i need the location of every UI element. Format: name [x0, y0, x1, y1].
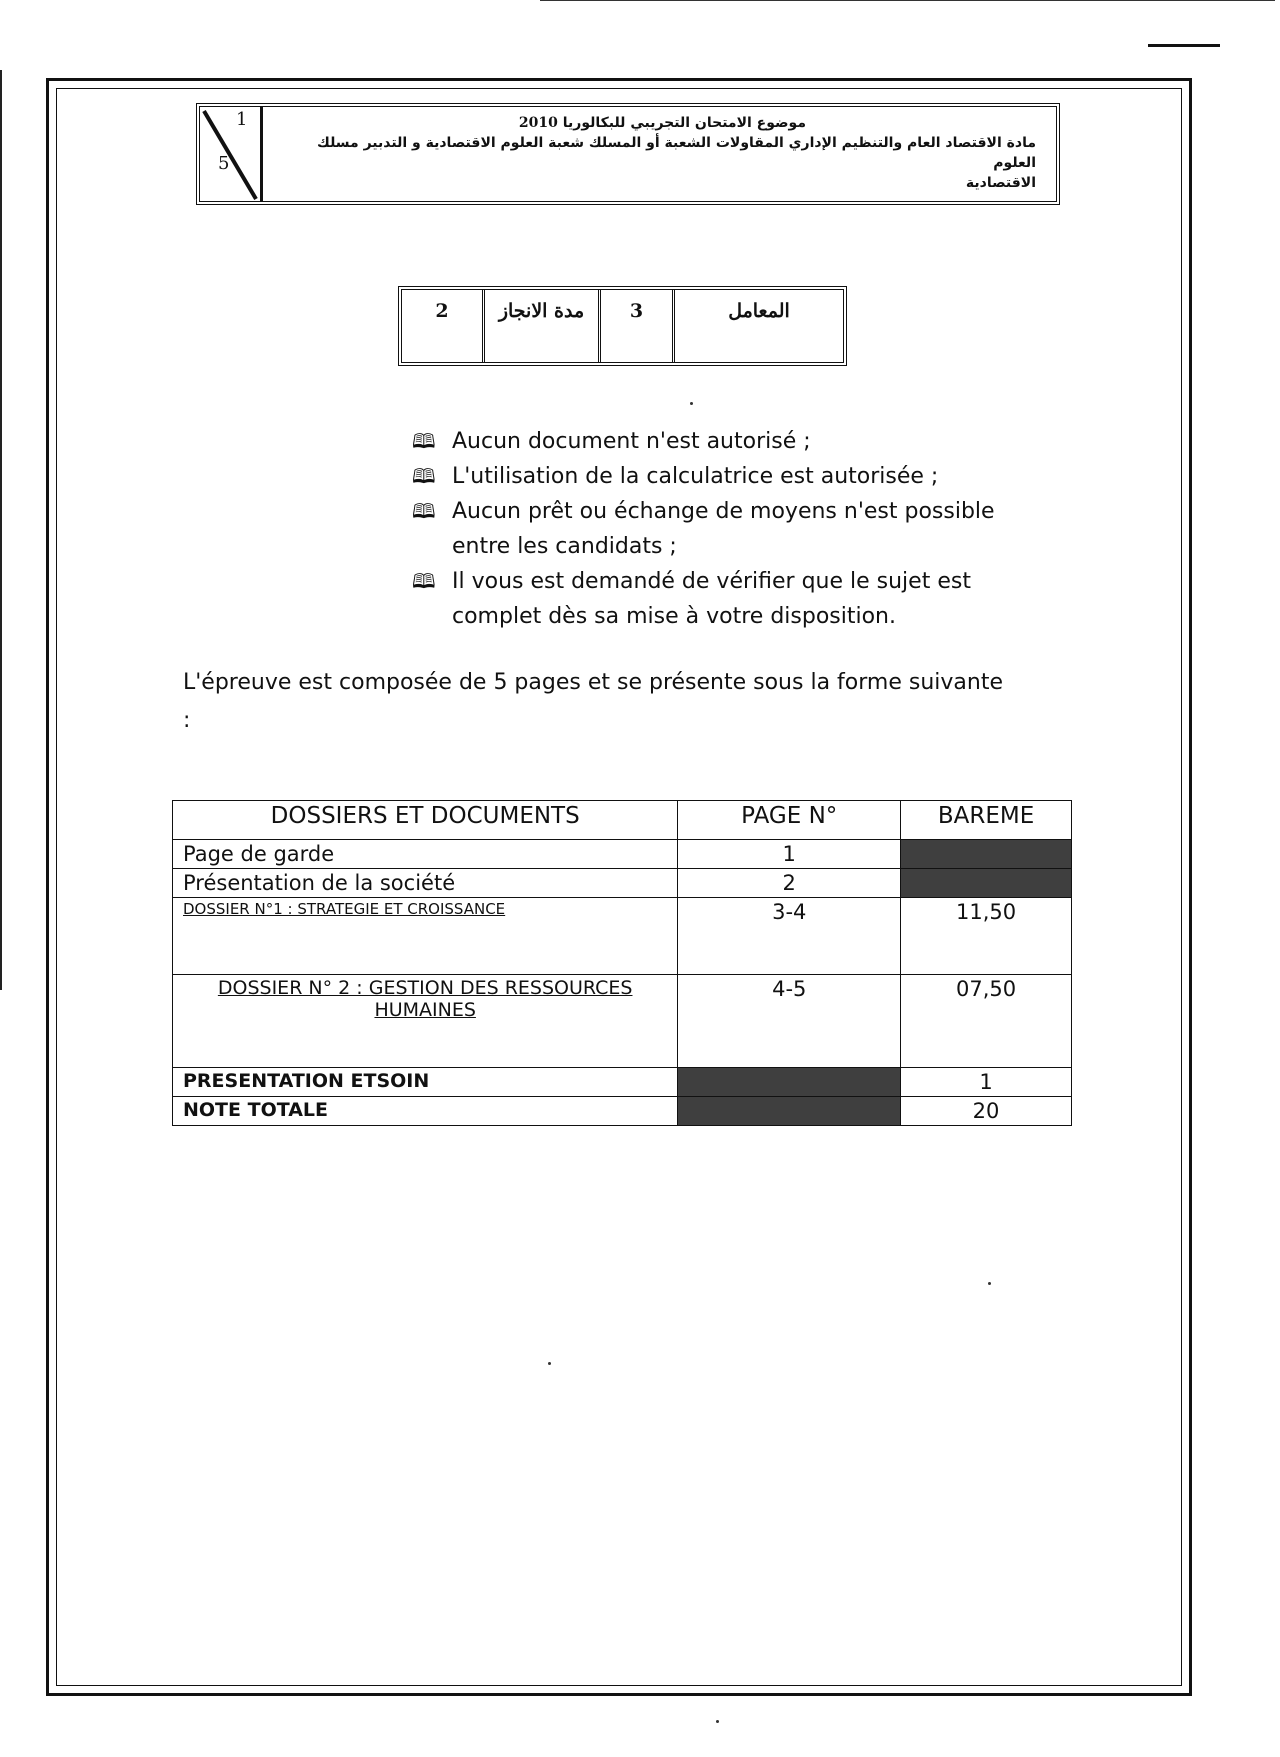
duration-value: 2 — [435, 300, 449, 322]
page-divider-diagonal — [200, 107, 260, 201]
coefficient-box — [398, 286, 847, 366]
exam-subject-line: مادة الاقتصاد العام والتنظيم الإداري المقاولات الشعبة أو المسلك شعبة العلوم الاقتصادية و التدبير مسلك العلوم — [317, 135, 1036, 171]
row-bareme: 11,50 — [901, 898, 1072, 975]
score-table — [172, 800, 1072, 1126]
exam-header — [196, 103, 1060, 205]
exam-year: 2010 — [518, 115, 558, 131]
exam-subject-line-2: الاقتصادية — [965, 175, 1036, 191]
row-bareme: 07,50 — [901, 975, 1072, 1068]
coefficient-value: 3 — [598, 290, 672, 362]
row-page: 3-4 — [678, 898, 901, 975]
row-bareme: 20 — [901, 1097, 1072, 1126]
row-bareme-shaded — [901, 840, 1072, 869]
book-icon: 🕮 — [412, 464, 436, 488]
row-page: 1 — [678, 840, 901, 869]
row-page-shaded — [678, 1097, 901, 1126]
table-row — [173, 1097, 1072, 1126]
row-document: PRESENTATION ETSOIN — [173, 1068, 678, 1097]
row-page: 2 — [678, 869, 901, 898]
row-document: DOSSIER N°1 : STRATEGIE ET CROISSANCE — [173, 898, 678, 975]
page-indicator — [200, 107, 263, 201]
scan-speck — [690, 402, 693, 405]
table-row — [173, 975, 1072, 1068]
rule-item: 🕮 Aucun document n'est autorisé ; — [412, 424, 1052, 459]
page-number: 1 — [236, 109, 248, 130]
row-bareme: 1 — [901, 1068, 1072, 1097]
table-row — [173, 898, 1072, 975]
column-header-bareme: BAREME — [901, 801, 1072, 840]
rule-item: 🕮 Aucun prêt ou échange de moyens n'est possible entre les candidats ; — [412, 494, 1052, 564]
column-header-documents: DOSSIERS ET DOCUMENTS — [173, 801, 678, 840]
exam-title-arabic — [270, 113, 1036, 193]
table-header-row — [173, 801, 1072, 840]
book-icon: 🕮 — [412, 499, 436, 523]
page-total: 5 — [218, 153, 230, 174]
rule-item: 🕮 L'utilisation de la calculatrice est autorisée ; — [412, 459, 1052, 494]
scan-speck — [548, 1362, 551, 1365]
duration-label: مدة الانجاز — [482, 290, 598, 362]
row-document: NOTE TOTALE — [173, 1097, 678, 1126]
scan-artifact-dash — [1148, 44, 1220, 47]
scan-artifact-edge — [0, 70, 2, 990]
row-document: Page de garde — [173, 840, 678, 869]
exam-rules — [412, 424, 1052, 634]
table-row — [173, 1068, 1072, 1097]
rule-item: 🕮 Il vous est demandé de vérifier que le sujet est complet dès sa mise à votre disposition. — [412, 564, 1052, 634]
table-row — [173, 869, 1072, 898]
row-document: Présentation de la société — [173, 869, 678, 898]
column-header-page: PAGE N° — [678, 801, 901, 840]
row-document: DOSSIER N° 2 : GESTION DES RESSOURCES HUMAINES — [173, 975, 678, 1068]
scan-speck — [988, 1282, 991, 1285]
exam-intro: L'épreuve est composée de 5 pages et se présente sous la forme suivante : — [183, 670, 1003, 733]
scan-speck — [716, 1720, 719, 1723]
book-icon: 🕮 — [412, 429, 436, 453]
book-icon: 🕮 — [412, 569, 436, 593]
coefficient-label: المعامل — [672, 290, 843, 362]
row-page-shaded — [678, 1068, 901, 1097]
exam-title-line1: موضوع الامتحان التجريبي للبكالوريا — [562, 115, 806, 131]
table-row — [173, 840, 1072, 869]
scan-artifact-line — [540, 0, 1275, 1]
row-page: 4-5 — [678, 975, 901, 1068]
row-bareme-shaded — [901, 869, 1072, 898]
